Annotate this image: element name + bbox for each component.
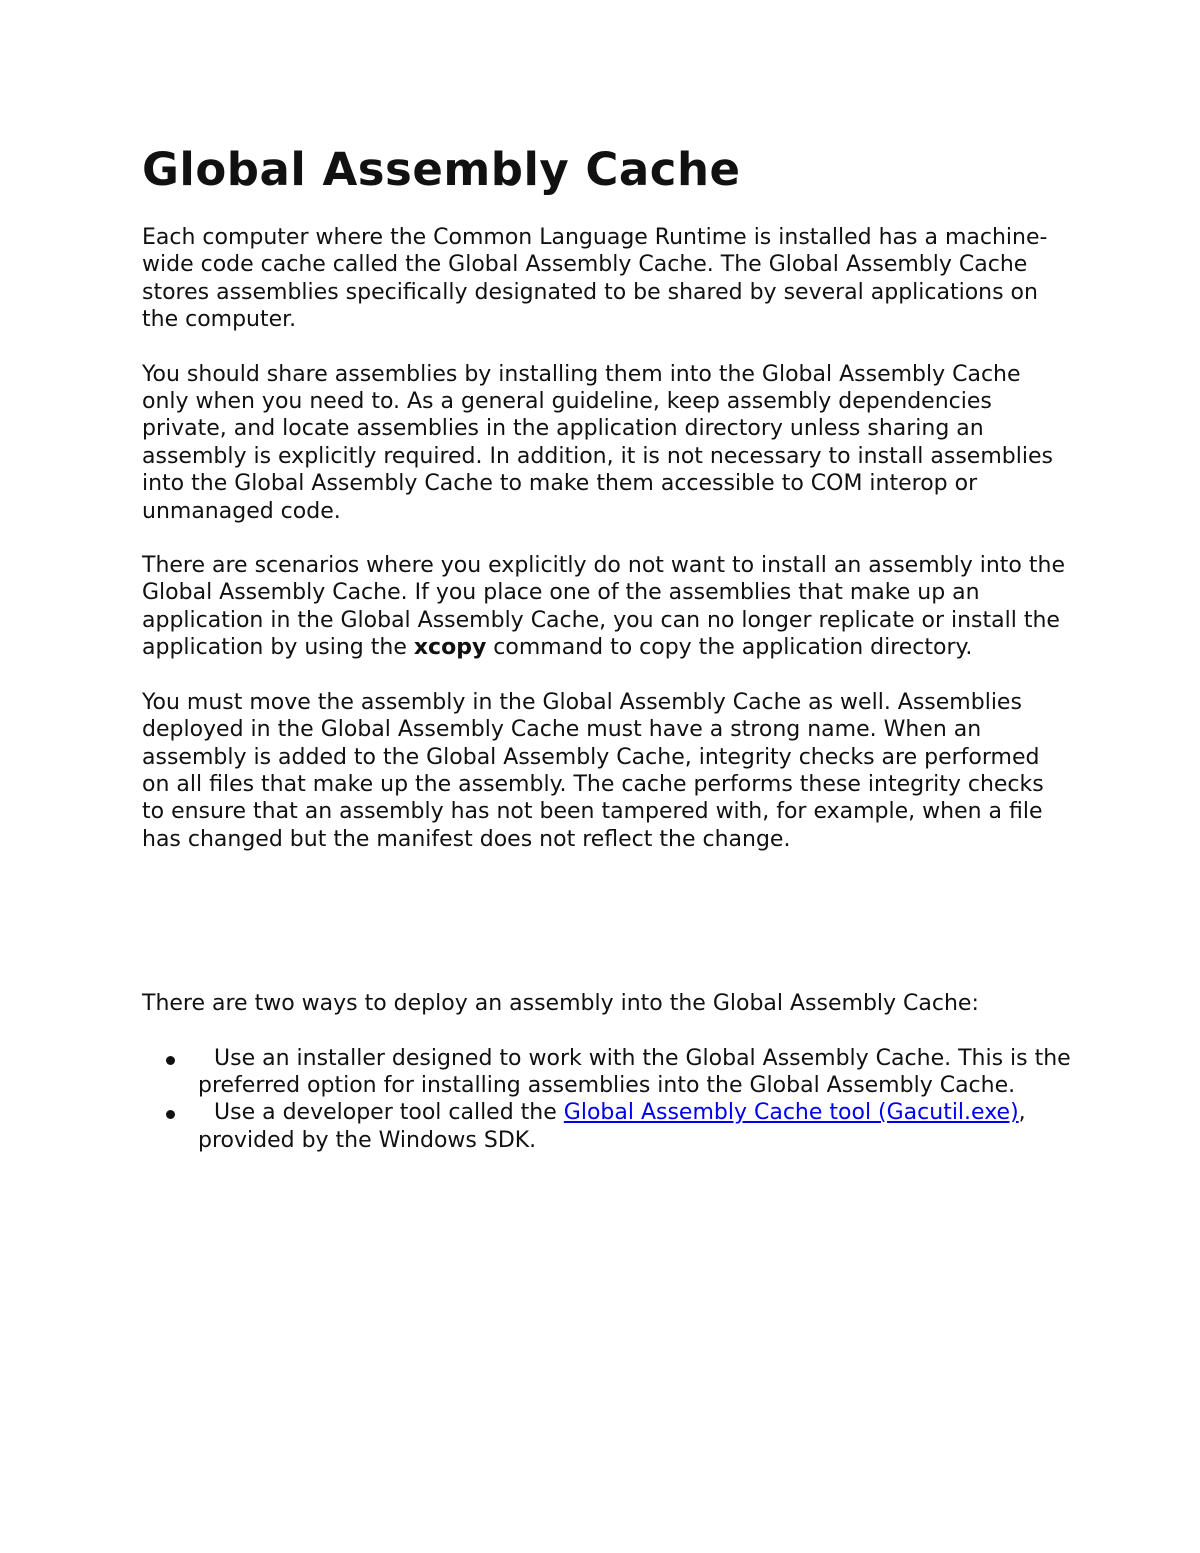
bullet-text-devtool-before: Use a developer tool called the (214, 1100, 564, 1126)
paragraph-scenarios (142, 552, 1072, 662)
gacutil-link[interactable]: Global Assembly Cache tool (Gacutil.exe) (563, 1100, 1019, 1126)
bullet-text-installer: Use an installer designed to work with the Global Assembly Cache. This is the preferred option for installing assemblies into the Global Assembly Cache. (198, 1045, 1071, 1098)
deploy-methods-list (142, 1045, 1072, 1155)
blank-space (142, 880, 1072, 990)
paragraph-strong-name: You must move the assembly in the Global Assembly Cache as well. Assemblies deployed in the Global Assembly Cache must have a strong name. When an assembly is added to the Global Assembly Cache, integrity checks are performed on all files that make up the assembly. The cache performs these integrity checks to ensure that an assembly has not been tampered with, for example, when a file has changed but the manifest does not reflect the change. (142, 689, 1044, 852)
list-item (142, 1099, 1072, 1154)
bullet-icon (166, 1110, 175, 1119)
list-item (142, 1045, 1072, 1100)
paragraph-deploy-ways: There are two ways to deploy an assembly into the Global Assembly Cache: (142, 991, 979, 1017)
paragraph-sharing-guidance: You should share assemblies by installing them into the Global Assembly Cache only when you need to. As a general guideline, keep assembly dependencies private, and locate assemblies in the application directory unless sharing an assembly is explicitly required. In addition, it is not necessary to install assemblies into the Global Assembly Cache to make them accessible to COM interop or unmanaged code. (142, 361, 1053, 524)
paragraph-scenarios-text-1: There are scenarios where you explicitly do not want to install an assembly into the Global Assembly Cache. If you place one of the assemblies that make up an application in the Global Assembly Cache, you can no longer replicate or install the application by using the (142, 553, 1065, 661)
paragraph-intro: Each computer where the Common Language Runtime is installed has a machine-wide code cache called the Global Assembly Cache. The Global Assembly Cache stores assemblies specifically designated to be shared by several applications on the computer. (142, 225, 1048, 333)
paragraph-scenarios-text-2: command to copy the application directory. (486, 635, 973, 661)
page-title: Global Assembly Cache (142, 143, 741, 196)
bullet-text-devtool-after: , provided by the Windows SDK. (198, 1100, 1026, 1153)
xcopy-command: xcopy (413, 635, 487, 661)
bullet-icon (166, 1056, 175, 1065)
document-page (142, 142, 1072, 1154)
